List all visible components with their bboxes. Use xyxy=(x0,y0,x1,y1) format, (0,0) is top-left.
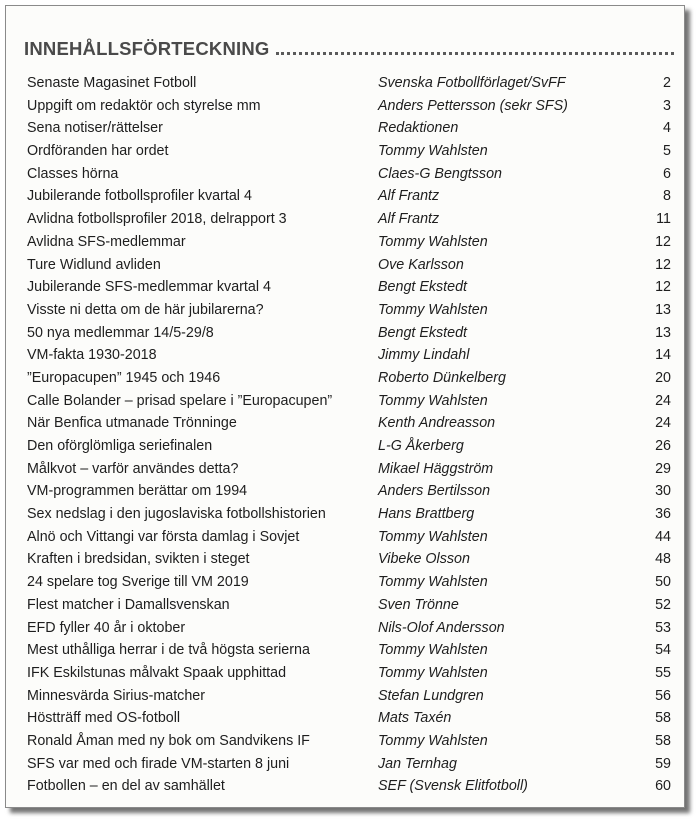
entry-title: Kraften i bredsidan, svikten i steget xyxy=(27,551,250,568)
entry-title: IFK Eskilstunas målvakt Spaak upphittad xyxy=(27,664,287,681)
entry-page-number: 50 xyxy=(655,574,671,591)
entry-author: Kenth Andreasson xyxy=(378,415,496,432)
toc-entry xyxy=(27,140,671,163)
toc-entry xyxy=(27,412,671,435)
toc-entry xyxy=(27,458,671,481)
entry-title: VM-fakta 1930-2018 xyxy=(27,347,157,364)
entry-page-number: 5 xyxy=(663,143,671,160)
toc-entry xyxy=(27,367,671,390)
entry-author: Sven Trönne xyxy=(378,596,459,613)
document-page xyxy=(5,5,685,808)
toc-entry xyxy=(27,480,671,503)
entry-page-number: 6 xyxy=(663,165,671,182)
entry-author: Tommy Wahlsten xyxy=(378,301,488,318)
entry-page-number: 58 xyxy=(655,710,671,727)
toc-entry xyxy=(27,639,671,662)
entry-author: Anders Bertilsson xyxy=(378,483,491,500)
toc-entry xyxy=(27,185,671,208)
toc-entry xyxy=(27,231,671,254)
entry-page-number: 58 xyxy=(655,732,671,749)
toc-entry xyxy=(27,208,671,231)
entry-title: Senaste Magasinet Fotboll xyxy=(27,75,197,91)
entry-title: Ordföranden har ordet xyxy=(27,143,169,160)
entry-page-number: 14 xyxy=(655,347,671,364)
entry-title: Visste ni detta om de här jubilarerna? xyxy=(27,301,264,318)
entry-title: 50 nya medlemmar 14/5-29/8 xyxy=(27,324,214,341)
entry-author: Tommy Wahlsten xyxy=(378,392,488,409)
entry-page-number: 24 xyxy=(655,415,671,432)
entry-author: L-G Åkerberg xyxy=(378,438,464,454)
entry-page-number: 55 xyxy=(655,664,671,681)
entry-author: Claes-G Bengtsson xyxy=(378,165,502,182)
toc-entry xyxy=(27,753,671,776)
toc-entry xyxy=(27,117,671,140)
entry-page-number: 56 xyxy=(655,687,671,704)
entry-author: Roberto Dünkelberg xyxy=(378,369,506,386)
entry-author: Svenska Fotbollförlaget/SvFF xyxy=(378,75,566,91)
entry-title: Calle Bolander – prisad spelare i ”Europacupen” xyxy=(27,392,333,409)
toc-entry xyxy=(27,617,671,640)
entry-page-number: 54 xyxy=(655,642,671,659)
entry-author: Vibeke Olsson xyxy=(378,551,470,568)
entry-title: Den oförglömliga seriefinalen xyxy=(27,438,213,454)
entry-author: Tommy Wahlsten xyxy=(378,664,488,681)
entry-title: Classes hörna xyxy=(27,165,119,182)
toc-list xyxy=(27,72,671,798)
entry-title: SFS var med och firade VM-starten 8 juni xyxy=(27,755,290,772)
entry-title: Målkvot – varför användes detta? xyxy=(27,460,239,477)
entry-title: Avlidna fotbollsprofiler 2018, delrapport 3 xyxy=(27,211,287,228)
entry-author: Tommy Wahlsten xyxy=(378,574,488,591)
entry-title: Sex nedslag i den jugoslaviska fotbollshistorien xyxy=(27,506,326,523)
entry-title: Fotbollen – en del av samhället xyxy=(27,778,225,795)
toc-entry xyxy=(27,72,671,95)
entry-title: Avlidna SFS-medlemmar xyxy=(27,233,186,250)
entry-author: Jimmy Lindahl xyxy=(378,347,470,364)
entry-title: EFD fyller 40 år i oktober xyxy=(27,619,186,636)
entry-page-number: 30 xyxy=(655,483,671,500)
entry-title: Ture Widlund avliden xyxy=(27,256,161,273)
toc-entry xyxy=(27,594,671,617)
entry-author: Redaktionen xyxy=(378,120,459,137)
entry-page-number: 13 xyxy=(655,324,671,341)
entry-title: Uppgift om redaktör och styrelse mm xyxy=(27,97,261,114)
toc-entry xyxy=(27,435,671,458)
entry-title: Mest uthålliga herrar i de två högsta serierna xyxy=(27,642,310,659)
toc-entry xyxy=(27,730,671,753)
entry-author: Tommy Wahlsten xyxy=(378,528,488,545)
toc-entry xyxy=(27,685,671,708)
entry-author: Tommy Wahlsten xyxy=(378,642,488,659)
toc-entry xyxy=(27,344,671,367)
entry-author: Bengt Ekstedt xyxy=(378,324,468,341)
toc-entry xyxy=(27,254,671,277)
entry-page-number: 36 xyxy=(655,506,671,523)
entry-page-number: 12 xyxy=(655,279,671,296)
toc-entry xyxy=(27,775,671,798)
entry-title: ”Europacupen” 1945 och 1946 xyxy=(27,369,221,386)
toc-entry xyxy=(27,163,671,186)
entry-author: Mikael Häggström xyxy=(378,460,494,477)
entry-page-number: 53 xyxy=(655,619,671,636)
entry-page-number: 11 xyxy=(656,211,671,228)
toc-header xyxy=(24,30,674,60)
entry-author: Anders Pettersson (sekr SFS) xyxy=(378,97,568,114)
entry-page-number: 13 xyxy=(655,301,671,318)
toc-entry xyxy=(27,322,671,345)
entry-title: VM-programmen berättar om 1994 xyxy=(27,483,248,500)
entry-page-number: 4 xyxy=(663,120,671,137)
toc-entry xyxy=(27,299,671,322)
toc-entry xyxy=(27,95,671,118)
toc-entry xyxy=(27,571,671,594)
entry-page-number: 60 xyxy=(655,778,671,795)
entry-title: Minnesvärda Sirius-matcher xyxy=(27,687,205,704)
entry-author: Nils-Olof Andersson xyxy=(378,619,505,636)
toc-entry xyxy=(27,548,671,571)
entry-page-number: 3 xyxy=(663,97,671,114)
entry-title: Flest matcher i Damallsvenskan xyxy=(27,596,230,613)
entry-page-number: 12 xyxy=(655,233,671,250)
entry-author: Alf Frantz xyxy=(378,211,440,228)
entry-author: Tommy Wahlsten xyxy=(378,233,488,250)
entry-author: Tommy Wahlsten xyxy=(378,732,488,749)
entry-author: SEF (Svensk Elitfotboll) xyxy=(378,778,528,795)
entry-title: Jubilerande SFS-medlemmar kvartal 4 xyxy=(27,279,271,296)
toc-entry xyxy=(27,390,671,413)
entry-title: Sena notiser/rättelser xyxy=(27,120,163,137)
entry-page-number: 52 xyxy=(655,596,671,613)
entry-page-number: 24 xyxy=(655,392,671,409)
entry-page-number: 26 xyxy=(655,438,671,454)
toc-entry xyxy=(27,526,671,549)
entry-author: Hans Brattberg xyxy=(378,506,475,523)
entry-page-number: 20 xyxy=(655,369,671,386)
entry-author: Alf Frantz xyxy=(378,188,440,205)
entry-author: Tommy Wahlsten xyxy=(378,143,488,160)
entry-title: Höstträff med OS-fotboll xyxy=(27,710,181,727)
entry-author: Mats Taxén xyxy=(378,710,452,727)
entry-title: Ronald Åman med ny bok om Sandvikens IF xyxy=(27,732,310,749)
toc-entry xyxy=(27,276,671,299)
entry-author: Jan Ternhag xyxy=(378,755,457,772)
entry-title: 24 spelare tog Sverige till VM 2019 xyxy=(27,574,249,591)
entry-page-number: 29 xyxy=(655,460,671,477)
entry-author: Bengt Ekstedt xyxy=(378,279,468,296)
entry-title: Alnö och Vittangi var första damlag i Sovjet xyxy=(27,528,300,545)
toc-heading: INNEHÅLLSFÖRTECKNING xyxy=(24,38,270,59)
entry-author: Ove Karlsson xyxy=(378,256,464,273)
entry-page-number: 8 xyxy=(663,188,671,205)
toc-entry xyxy=(27,662,671,685)
entry-author: Stefan Lundgren xyxy=(378,687,484,704)
entry-page-number: 2 xyxy=(663,75,671,91)
entry-page-number: 48 xyxy=(655,551,671,568)
entry-page-number: 59 xyxy=(655,755,671,772)
entry-page-number: 12 xyxy=(655,256,671,273)
entry-title: När Benfica utmanade Trönninge xyxy=(27,415,237,432)
toc-entry xyxy=(27,707,671,730)
entry-title: Jubilerande fotbollsprofiler kvartal 4 xyxy=(27,188,252,205)
entry-page-number: 44 xyxy=(655,528,671,545)
toc-entry xyxy=(27,503,671,526)
heading-dot-leader xyxy=(276,50,674,55)
